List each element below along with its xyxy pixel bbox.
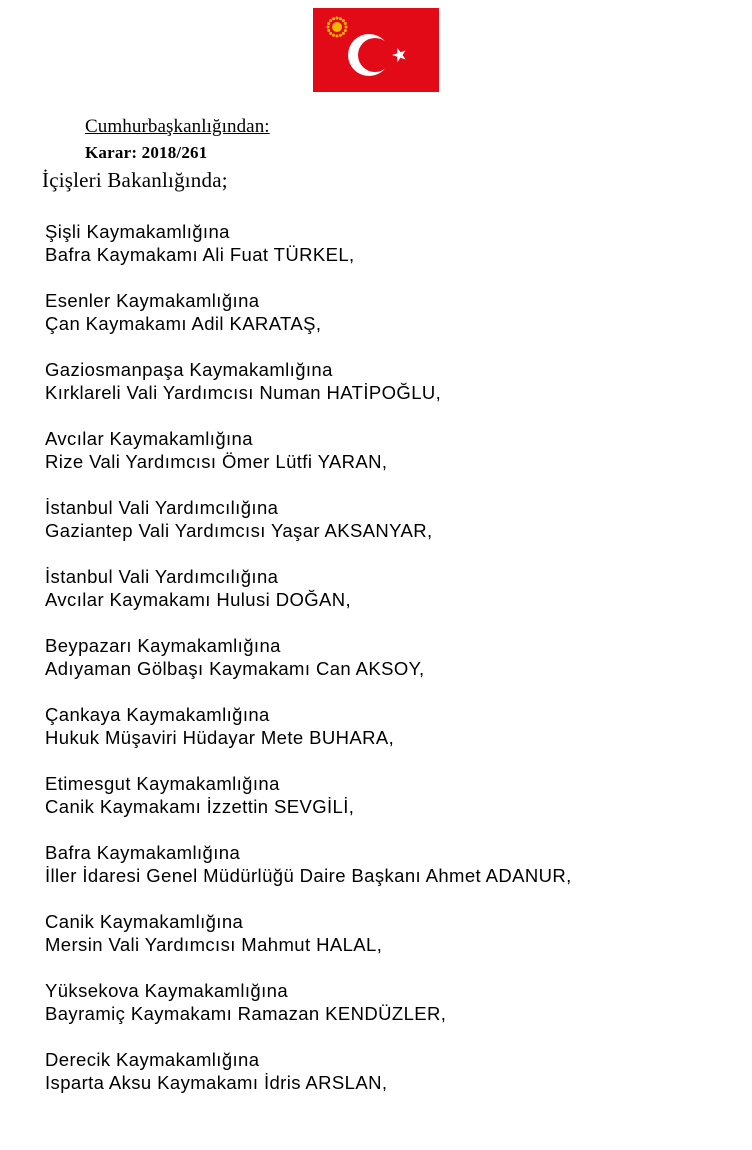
appointment-post: Yüksekova Kaymakamlığına: [45, 980, 289, 1001]
appointment-entry: [45, 635, 735, 704]
appointment-appointee: Bafra Kaymakamı Ali Fuat TÜRKEL,: [45, 243, 355, 265]
appointment-appointee: Rize Vali Yardımcısı Ömer Lütfi YARAN,: [45, 450, 388, 472]
appointment-entry: [45, 842, 735, 911]
appointment-appointee: Canik Kaymakamı İzzettin SEVGİLİ,: [45, 795, 355, 817]
appointment-appointee: Gaziantep Vali Yardımcısı Yaşar AKSANYAR,: [45, 519, 433, 541]
appointment-post: Gaziosmanpaşa Kaymakamlığına: [45, 359, 333, 380]
appointment-appointee: Isparta Aksu Kaymakamı İdris ARSLAN,: [45, 1071, 388, 1093]
appointment-post: Avcılar Kaymakamlığına: [45, 428, 253, 449]
appointment-post: İstanbul Vali Yardımcılığına: [45, 566, 279, 587]
appointment-entry: [45, 359, 735, 428]
appointment-appointee: Avcılar Kaymakamı Hulusi DOĞAN,: [45, 588, 352, 610]
appointment-entry: [45, 704, 735, 773]
turkish-presidential-flag-icon: [313, 8, 439, 92]
appointment-post: Bafra Kaymakamlığına: [45, 842, 241, 863]
appointment-entry: [45, 911, 735, 980]
appointment-list: [45, 221, 735, 1118]
appointment-appointee: Mersin Vali Yardımcısı Mahmut HALAL,: [45, 933, 383, 955]
appointment-post: Esenler Kaymakamlığına: [45, 290, 260, 311]
appointment-post: Etimesgut Kaymakamlığına: [45, 773, 280, 794]
appointment-entry: [45, 980, 735, 1049]
appointment-appointee: İller İdaresi Genel Müdürlüğü Daire Başkanı Ahmet ADANUR,: [45, 864, 572, 886]
decision-number: Karar: 2018/261: [85, 143, 208, 162]
appointment-appointee: Hukuk Müşaviri Hüdayar Mete BUHARA,: [45, 726, 395, 748]
appointment-entry: [45, 566, 735, 635]
appointment-post: Canik Kaymakamlığına: [45, 911, 244, 932]
appointment-entry: [45, 773, 735, 842]
appointment-post: Beypazarı Kaymakamlığına: [45, 635, 281, 656]
appointment-post: İstanbul Vali Yardımcılığına: [45, 497, 279, 518]
issuer-heading: Cumhurbaşkanlığından:: [85, 116, 270, 137]
appointment-entry: [45, 497, 735, 566]
appointment-post: Şişli Kaymakamlığına: [45, 221, 230, 242]
appointment-appointee: Adıyaman Gölbaşı Kaymakamı Can AKSOY,: [45, 657, 425, 679]
appointment-post: Çankaya Kaymakamlığına: [45, 704, 270, 725]
appointment-entry: [45, 1049, 735, 1118]
appointment-appointee: Çan Kaymakamı Adil KARATAŞ,: [45, 312, 322, 334]
appointment-entry: [45, 290, 735, 359]
appointment-appointee: Kırklareli Vali Yardımcısı Numan HATİPOĞLU,: [45, 381, 442, 403]
appointment-appointee: Bayramiç Kaymakamı Ramazan KENDÜZLER,: [45, 1002, 447, 1024]
ministry-intro: İçişleri Bakanlığında;: [42, 168, 228, 192]
appointment-post: Derecik Kaymakamlığına: [45, 1049, 260, 1070]
appointment-entry: [45, 221, 735, 290]
appointment-entry: [45, 428, 735, 497]
